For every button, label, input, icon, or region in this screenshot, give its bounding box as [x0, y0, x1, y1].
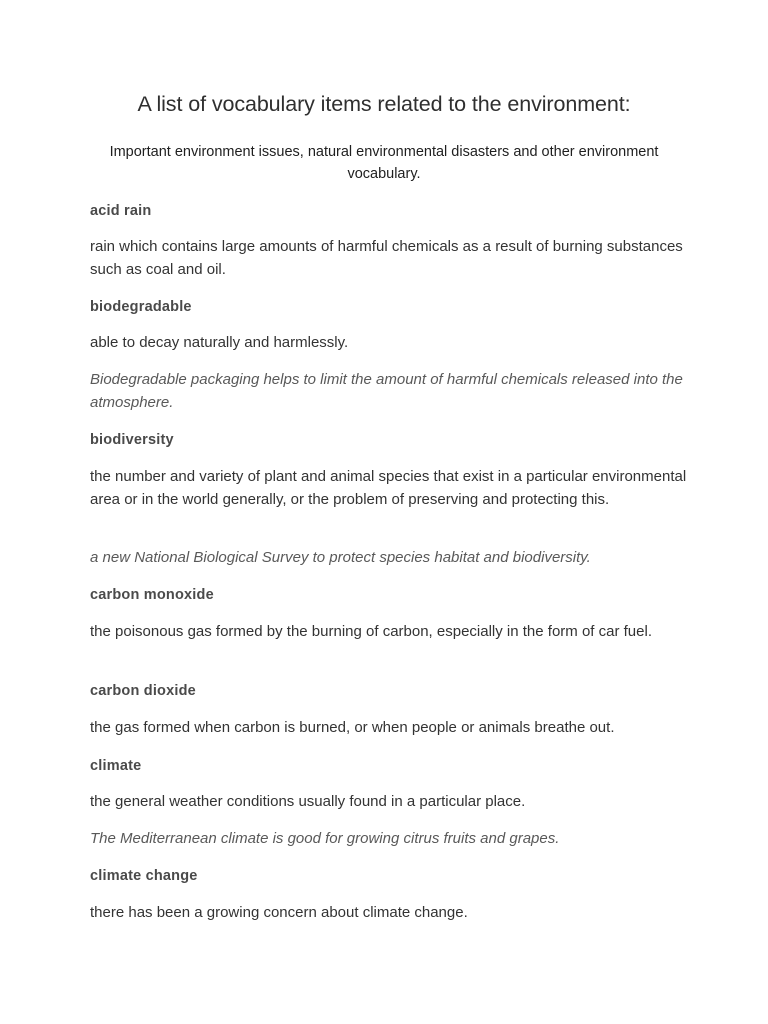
definition-carbon-monoxide: the poisonous gas formed by the burning of carbon, especially in the form of car fuel.: [90, 623, 652, 640]
term-acid-rain: acid rain: [90, 203, 152, 219]
term-carbon-dioxide: carbon dioxide: [90, 683, 196, 699]
definition-biodiversity: the number and variety of plant and animal species that exist in a particular environmental area or in the world generally, or the problem of preserving and protecting this.: [90, 468, 687, 508]
definition-climate: the general weather conditions usually found in a particular place.: [90, 793, 526, 810]
term-biodegradable: biodegradable: [90, 299, 192, 315]
definition-biodegradable: able to decay naturally and harmlessly.: [90, 334, 349, 351]
page-subtitle: Important environment issues, natural environmental disasters and other environment vocabulary.: [109, 144, 659, 182]
example-climate: The Mediterranean climate is good for growing citrus fruits and grapes.: [90, 830, 560, 847]
page-title: A list of vocabulary items related to the environment:: [137, 92, 631, 116]
definition-climate-change: there has been a growing concern about climate change.: [90, 904, 468, 921]
definition-acid-rain: rain which contains large amounts of harmful chemicals as a result of burning substances such as coal and oil.: [90, 238, 683, 278]
example-biodiversity: a new National Biological Survey to protect species habitat and biodiversity.: [90, 549, 591, 566]
term-biodiversity: biodiversity: [90, 432, 174, 448]
definition-carbon-dioxide: the gas formed when carbon is burned, or when people or animals breathe out.: [90, 719, 615, 736]
term-climate-change: climate change: [90, 868, 198, 884]
term-carbon-monoxide: carbon monoxide: [90, 587, 214, 603]
example-biodegradable: Biodegradable packaging helps to limit the amount of harmful chemicals released into the atmosphere.: [90, 371, 683, 411]
term-climate: climate: [90, 758, 142, 774]
